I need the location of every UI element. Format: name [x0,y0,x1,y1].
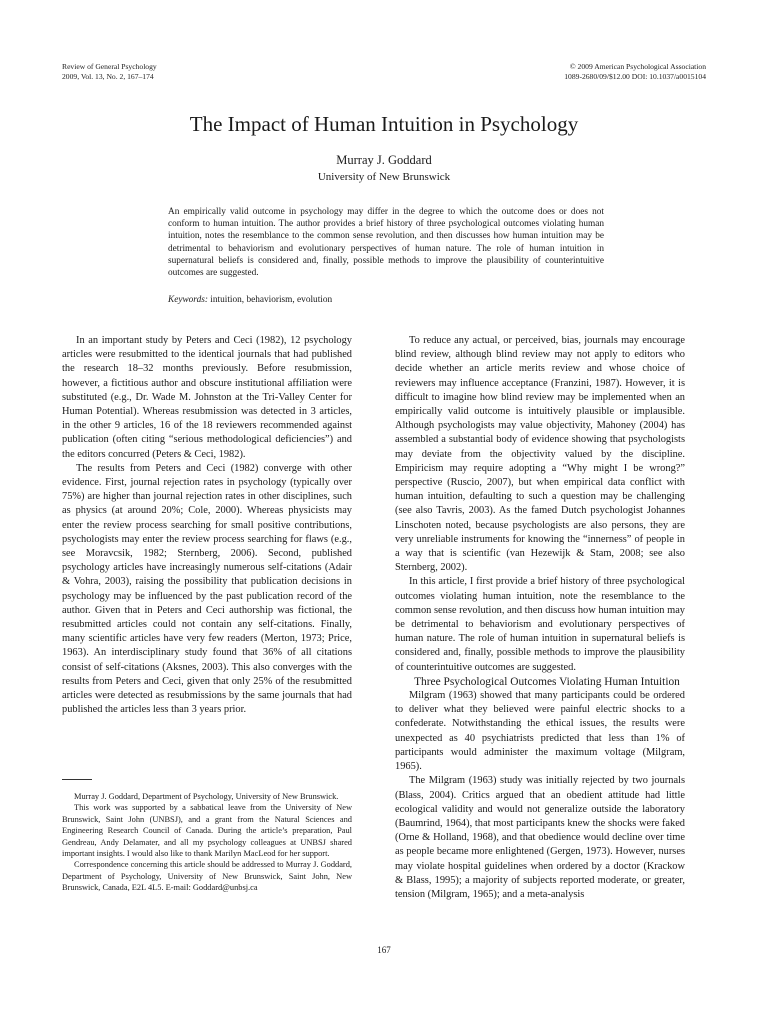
author-affiliation: University of New Brunswick [317,171,451,183]
body-paragraph: The results from Peters and Ceci (1982) converge with other evidence. First, journal rejection rates in psychology (typically over 75%) are higher than journal rejection rates in other disciplines, such as physics (at around 20%; Cole, 2000). Whereas physicists may enter the review process searching for small positive contributions, psychologists may enter the review process searching for flaws (e.g., see Moravcsik, 1982; Sternberg, 2006). Second, published psychology articles have increasingly numerous self-citations (Adair & Vohra, 2003), raising the possibility that publication decisions in psychology may be influenced by the past publication record of the author. Given that in Peters and Ceci authorship was fictional, the resubmitted articles could not contain any self-citations. Finally, many scientific articles have very few readers (Merton, 1973; Price, 1963). An interdisciplinary study found that 36% of all citations consist of self-citations (Aksnes, 2003). This also converges with the results from Peters and Ceci, given that only 25% of the resubmitted articles were detected as resubmissions by the same journals that had published the articles less than 3 years prior. [62,462,352,716]
body-paragraph: In an important study by Peters and Ceci (1982), 12 psychology articles were resubmitted to the identical journals that had published the research 18–32 months previously. Before resubmission, however, a fictitious author and obscure institutional affiliation were substituted (e.g., Dr. Wade M. Johnston at the Tri-Valley Center for Human Potential). Whereas resubmission was detected in 3 articles, in the other 9 articles, 16 of the 18 reviewers recommended against publication (often citing “serious methodological deficiencies”) and the editors concurred (Peters & Ceci, 1982). [62,335,352,460]
abstract: An empirically valid outcome in psychology may differ in the degree to which the outcome does or does not conform to human intuition. The author provides a brief history of three psychological outcomes violating human intuition, notes the resemblance to the common sense revolution, and then discusses how human intuition may be detrimental to behaviorism and evolutionary perspectives of human nature. The role of human intuition in supernatural beliefs is considered and, finally, possible methods to improve the plausibility of counterintuitive outcomes are suggested. [168,207,604,279]
keywords-label: Keywords: [168,295,208,305]
footnote-rule [62,779,92,780]
journal-volume: 2009, Vol. 13, No. 2, 167–174 [62,71,154,81]
body-paragraph: In this article, I first provide a brief history of three psychological outcomes violating human intuition, note the resemblance to the common sense revolution, and then discuss how human intuition may be detrimental to behaviorism and evolutionary perspectives of human nature. The role of human intuition in supernatural beliefs is considered and, finally, possible methods to improve the plausibility of counterintuitive outcomes are suggested. [395,576,685,673]
journal-name: Review of General Psychology [62,62,157,71]
keywords [168,295,604,305]
body-paragraph: Milgram (1963) showed that many participants could be ordered to deliver what they believed were painful electric shocks to a confederate. Notwithstanding the ethical issues, the results were unexpected as 40 psychiatrists predicted that less than 1% of participants would administer the maximum voltage (Milgram, 1965). [395,690,685,773]
copyright-notice: © 2009 American Psychological Association [569,62,706,71]
author-name: Murray J. Goddard [336,153,432,167]
page-number: 167 [377,945,391,955]
author-note [62,791,352,894]
footnote: Murray J. Goddard, Department of Psychology, University of New Brunswick. [74,792,339,801]
journal-citation [62,62,157,81]
paper-title: The Impact of Human Intuition in Psychology [189,112,579,136]
footnote: Correspondence concerning this article should be addressed to Murray J. Goddard, Department of Psychology, University of New Brunswick, Saint John, New Brunswick, Canada, E2L 4L5. E-mail: Goddard@unbsj.ca [62,860,352,893]
body-paragraph: To reduce any actual, or perceived, bias, journals may encourage blind review, although blind review may not apply to editors who decide whether an article merits review and whose choice of reviewers may influence acceptance (Franzini, 1987). However, it is difficult to imagine how blind review may be implemented when an empirically valid outcome is intuitively plausible or implausible. Although psychologists may value objectivity, Mahoney (2004) has assembled a substantial body of evidence showing that psychologists may deviate from the objectivity valued by the discipline. Empiricism may require adopting a “Why might I be wrong?” perspective (Ruscio, 2007), but when empirical data conflict with human intuition, defaulting to such a question may be challenging (see also Tavris, 2003). As the famed Dutch psychologist Johannes Linschoten noted, because psychologists are also persons, they are very unreliable instruments for knowing the “innerness” of people in a way that is scientific (van Hezewijk & Stam, 2008; see also Sternberg, 2002). [395,335,685,574]
keywords-text: intuition, behaviorism, evolution [210,295,333,305]
doi-line: 1089-2680/09/$12.00 DOI: 10.1037/a0015104 [564,71,706,81]
section-heading: Three Psychological Outcomes Violating Human Intuition [414,675,680,688]
right-column [395,334,685,902]
body-paragraph: The Milgram (1963) study was initially rejected by two journals (Blass, 2004). Critics argued that an obedient attitude had little ecological validity and would not generalize outside the laboratory (Baumrind, 1964), that most participants knew the shocks were faked (Orne & Holland, 1968), and that obedience would decline over time as people became more enlightened (Gergen, 1973). However, nurses may violate hospital guidelines when ordered by a doctor (Krackow & Blass, 1995); a majority of subjects reported moderate, or greater, tension (Milgram, 1965); and a meta-analysis [395,775,685,900]
left-column [62,334,352,717]
copyright-info [564,62,706,81]
footnote: This work was supported by a sabbatical leave from the University of New Brunswick, Saint John (UNBSJ), and a grant from the Natural Sciences and Engineering Research Council of Canada. During the article’s preparation, Paul Gendreau, Andy Delamater, and all my psychology colleagues at UNBSJ shared important insights. I would also like to thank Marilyn MacLeod for her support. [62,803,352,859]
